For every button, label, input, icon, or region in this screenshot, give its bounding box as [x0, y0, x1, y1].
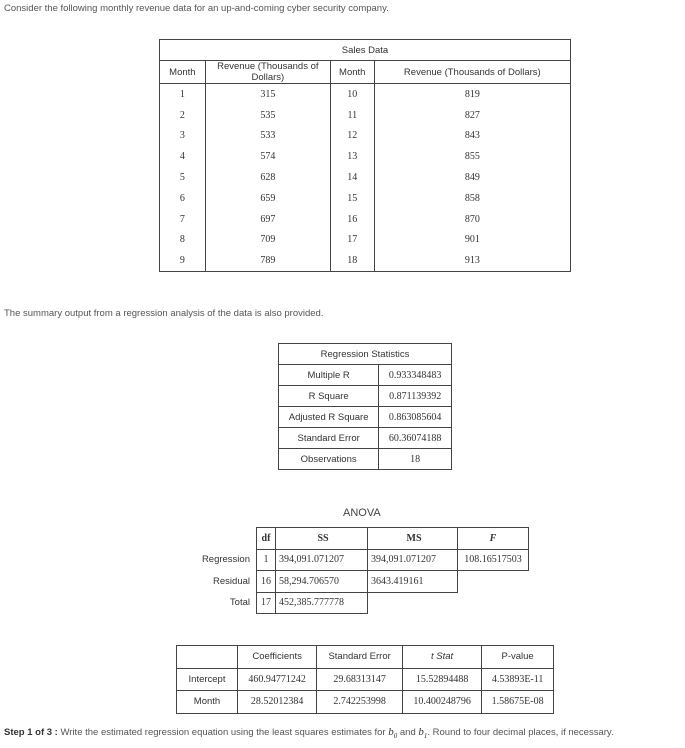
anova-table [190, 527, 529, 614]
table-row [160, 230, 571, 251]
revenue-cell: 849 [374, 167, 570, 188]
table-row [177, 691, 554, 714]
anova-ms: 394,091.071207 [368, 549, 458, 571]
coef-value: 460.94771242 [238, 668, 317, 691]
table-row [160, 84, 571, 105]
step-and: and [399, 727, 416, 738]
anova-header-ss: SS [276, 528, 368, 550]
month-cell: 9 [160, 250, 206, 271]
table-row [160, 146, 571, 167]
table-row [160, 105, 571, 126]
month-cell: 16 [330, 209, 374, 230]
table-row [279, 407, 452, 428]
anova-header-f: F [458, 528, 529, 550]
month-cell: 5 [160, 167, 206, 188]
table-row [160, 188, 571, 209]
revenue-cell: 789 [260, 255, 276, 267]
table-row [177, 668, 554, 691]
month-cell: 17 [330, 230, 374, 251]
month-cell: 3 [160, 126, 206, 147]
coef-value: 28.52012384 [238, 691, 317, 714]
regression-statistics-table [278, 343, 452, 470]
coef-row-label: Month [177, 691, 238, 714]
table-row [279, 449, 452, 470]
month-cell: 14 [330, 167, 374, 188]
revenue-cell: 870 [374, 209, 570, 230]
anova-f [458, 592, 529, 614]
table-row [190, 549, 529, 571]
month-cell: 13 [330, 146, 374, 167]
anova-df: 16 [257, 571, 276, 593]
header-month-2: Month [330, 61, 374, 84]
anova-header-df: df [257, 528, 276, 550]
month-cell: 1 [160, 84, 206, 105]
step-text-after: . Round to four decimal places, if necessary. [427, 727, 614, 738]
anova-ms: 3643.419161 [368, 571, 458, 593]
stat-label: Standard Error [279, 428, 379, 449]
table-row [160, 250, 571, 271]
revenue-cell: 574 [260, 151, 276, 163]
anova-ss: 394,091.071207 [276, 549, 368, 571]
revenue-cell: 858 [374, 188, 570, 209]
summary-text: The summary output from a regression analysis of the data is also provided. [4, 308, 324, 319]
anova-row-label: Regression [201, 554, 250, 566]
intro-text: Consider the following monthly revenue data for an up-and-coming cyber security company. [4, 3, 389, 14]
coef-row-label: Intercept [177, 668, 238, 691]
stat-label: R Square [279, 386, 379, 407]
table-row [160, 167, 571, 188]
table-row [279, 365, 452, 386]
coef-header-standard-error: Standard Error [317, 646, 403, 669]
revenue-cell: 659 [260, 192, 276, 204]
anova-ss: 452,385.777778 [276, 592, 368, 614]
month-cell: 11 [330, 105, 374, 126]
month-cell: 15 [330, 188, 374, 209]
regression-statistics-body [279, 365, 452, 470]
month-cell: 18 [330, 250, 374, 271]
coefficients-table [176, 645, 554, 714]
stat-label: Multiple R [279, 365, 379, 386]
month-cell: 6 [160, 188, 206, 209]
revenue-cell: 535 [260, 109, 276, 121]
anova-body [190, 549, 529, 614]
coef-t-stat: 15.52894488 [403, 668, 482, 691]
table-row [279, 386, 452, 407]
table-row [190, 592, 529, 614]
coef-p-value: 4.53893E-11 [482, 668, 554, 691]
stat-value: 18 [379, 449, 452, 470]
sales-table-body [160, 84, 571, 272]
anova-df: 17 [257, 592, 276, 614]
revenue-cell: 533 [260, 130, 276, 142]
month-cell: 2 [160, 105, 206, 126]
revenue-cell: 628 [260, 172, 276, 184]
table-row [160, 209, 571, 230]
table-row [279, 428, 452, 449]
header-revenue-1: Revenue (Thousands of Dollars) [205, 61, 330, 84]
step-instruction [4, 726, 614, 740]
month-cell: 7 [160, 209, 206, 230]
stat-value: 0.933348483 [379, 365, 452, 386]
revenue-cell: 697 [260, 213, 276, 225]
b0-symbol: $b_0$ [388, 726, 398, 741]
revenue-cell: 315 [260, 88, 276, 100]
anova-row-label: Residual [213, 575, 250, 587]
stat-value: 0.871139392 [379, 386, 452, 407]
month-cell: 10 [330, 84, 374, 105]
coef-p-value: 1.58675E-08 [482, 691, 554, 714]
anova-title: ANOVA [343, 507, 381, 519]
step-label: Step 1 of 3 : [4, 727, 58, 738]
coefficients-body [177, 668, 554, 713]
header-month-1: Month [160, 61, 206, 84]
anova-ms [368, 592, 458, 614]
stat-label: Observations [279, 449, 379, 470]
stat-label: Adjusted R Square [279, 407, 379, 428]
anova-row-label: Total [229, 597, 250, 609]
anova-header-ms: MS [368, 528, 458, 550]
coef-t-stat: 10.400248796 [403, 691, 482, 714]
revenue-cell: 855 [374, 146, 570, 167]
revenue-cell: 709 [260, 234, 276, 246]
revenue-cell: 827 [374, 105, 570, 126]
revenue-cell: 901 [374, 230, 570, 251]
regression-statistics-title: Regression Statistics [279, 344, 452, 365]
b1-symbol: $b_1$ [418, 726, 428, 741]
header-revenue-2: Revenue (Thousands of Dollars) [374, 61, 570, 84]
sales-table-title: Sales Data [160, 40, 571, 61]
stat-value: 0.863085604 [379, 407, 452, 428]
coef-header-t-stat: t Stat [403, 646, 482, 669]
table-row [160, 126, 571, 147]
coef-header-coefficients: Coefficients [238, 646, 317, 669]
anova-df: 1 [257, 549, 276, 571]
coef-header-p-value: P-value [482, 646, 554, 669]
stat-value: 60.36074188 [379, 428, 452, 449]
month-cell: 12 [330, 126, 374, 147]
month-cell: 4 [160, 146, 206, 167]
table-row [190, 571, 529, 593]
step-text-before: Write the estimated regression equation using the least squares estimates for [60, 727, 386, 738]
anova-f [458, 571, 529, 593]
revenue-cell: 819 [374, 84, 570, 105]
revenue-cell: 913 [374, 250, 570, 271]
anova-f: 108.16517503 [458, 549, 529, 571]
coef-standard-error: 2.742253998 [317, 691, 403, 714]
anova-ss: 58,294.706570 [276, 571, 368, 593]
coef-standard-error: 29.68313147 [317, 668, 403, 691]
revenue-cell: 843 [374, 126, 570, 147]
sales-data-table [159, 39, 571, 272]
month-cell: 8 [160, 230, 206, 251]
